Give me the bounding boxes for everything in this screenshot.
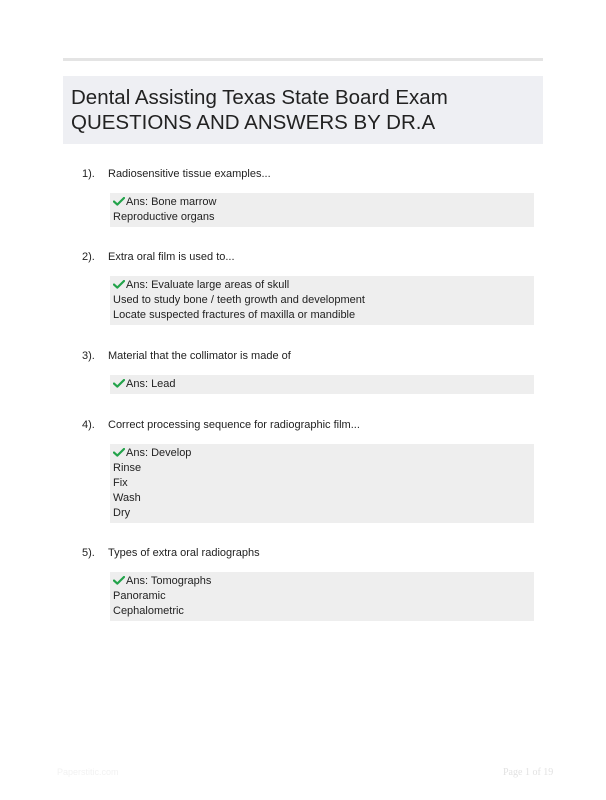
title-line-1: Dental Assisting Texas State Board Exam <box>71 86 448 109</box>
answer-text: Ans: Evaluate large areas of skull <box>126 279 290 291</box>
footer-site-watermark: Paperstitic.com <box>57 767 119 777</box>
answer-line <box>113 446 534 461</box>
answer-extra: Dry <box>113 507 131 519</box>
question-text: Material that the collimator is made of <box>108 350 291 362</box>
answer-extra: Fix <box>113 477 128 489</box>
answer-extra: Panoramic <box>113 590 166 602</box>
question-number: 4). <box>82 419 95 431</box>
answer-extra: Wash <box>113 492 141 504</box>
check-icon <box>113 379 125 388</box>
answer-extra: Locate suspected fractures of maxilla or mandible <box>113 309 356 321</box>
document-title <box>63 76 543 144</box>
answer-extra: Rinse <box>113 462 142 474</box>
answer-text: Ans: Develop <box>126 447 192 459</box>
answer-box <box>110 276 534 325</box>
question-text: Types of extra oral radiographs <box>108 547 260 559</box>
question-number: 5). <box>82 547 95 559</box>
answer-text: Ans: Lead <box>126 378 176 390</box>
footer-page-number: Page 1 of 19 <box>503 767 554 778</box>
question-text: Correct processing sequence for radiographic film... <box>108 419 360 431</box>
title-line-2: QUESTIONS AND ANSWERS BY DR.A <box>71 111 436 134</box>
answer-line <box>113 377 534 392</box>
answer-extra: Used to study bone / teeth growth and development <box>113 294 365 306</box>
answer-extra: Reproductive organs <box>113 211 215 223</box>
question-number: 2). <box>82 251 95 263</box>
answer-line <box>113 195 534 210</box>
question-number: 1). <box>82 168 95 180</box>
answer-text: Ans: Tomographs <box>126 575 212 587</box>
question-text: Radiosensitive tissue examples... <box>108 168 271 180</box>
check-icon <box>113 576 125 585</box>
answer-box <box>110 193 534 227</box>
check-icon <box>113 197 125 206</box>
question-text: Extra oral film is used to... <box>108 251 235 263</box>
answer-extra: Cephalometric <box>113 605 184 617</box>
check-icon <box>113 280 125 289</box>
check-icon <box>113 448 125 457</box>
answer-line <box>113 574 534 589</box>
answer-box <box>110 572 534 621</box>
question-number: 3). <box>82 350 95 362</box>
answer-box <box>110 375 534 394</box>
answer-box <box>110 444 534 523</box>
answer-line <box>113 278 534 293</box>
top-divider <box>63 58 543 61</box>
answer-text: Ans: Bone marrow <box>126 196 217 208</box>
